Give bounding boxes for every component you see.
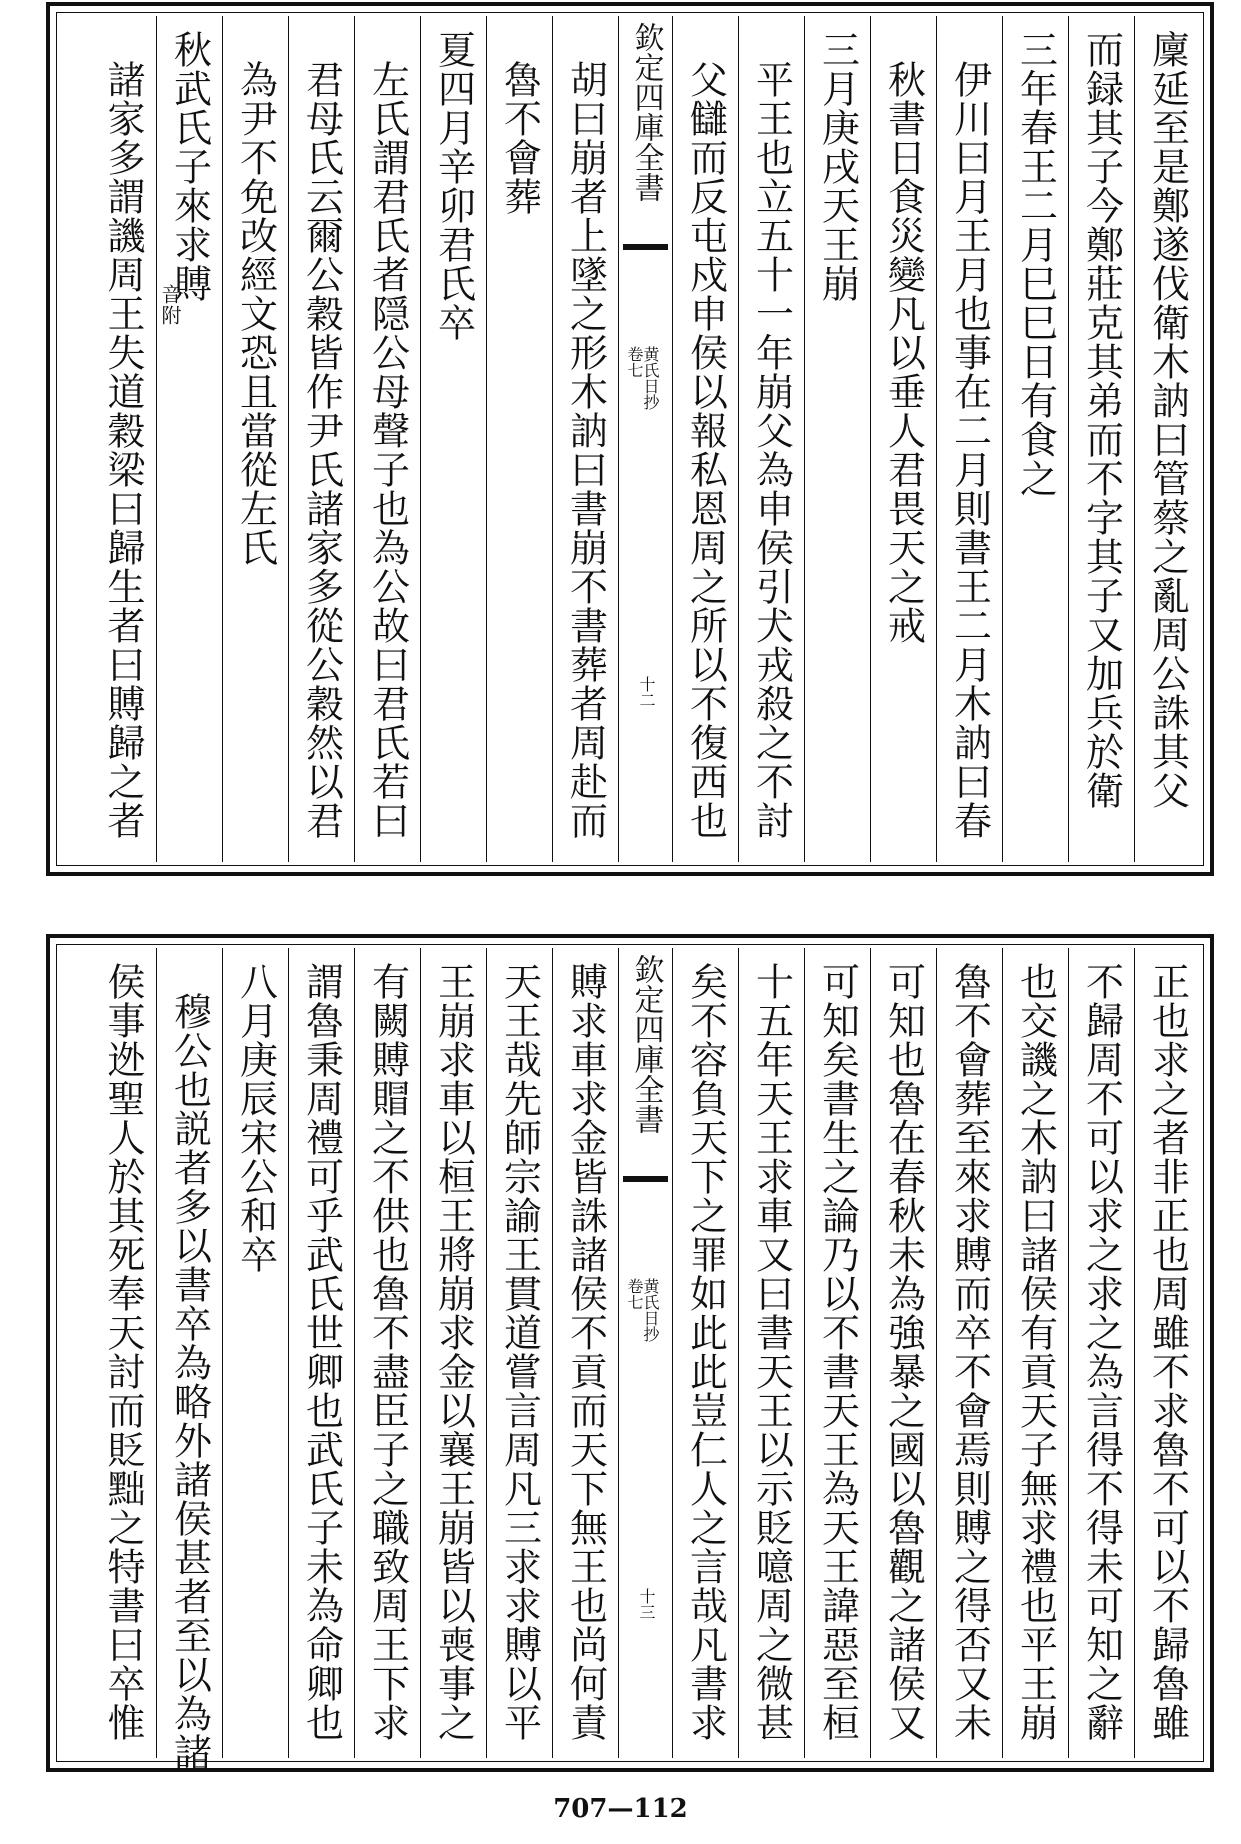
text-column: [552, 16, 618, 862]
column-text: 正也求之者非正也周雖不求魯不可以不歸魯雖: [1145, 962, 1190, 1742]
text-column: [288, 948, 354, 1758]
column-text: 王崩求車以桓王將崩求金以襄王崩皆以喪事之: [431, 962, 476, 1742]
column-text: 左氏謂君氏者隠公母聲子也為公故曰君氏若曰: [365, 60, 410, 840]
column-text: 君母氏云爾公穀皆作尹氏諸家多從公穀然以君: [299, 60, 344, 840]
column-text: 八月庚辰宋公和卒: [233, 962, 278, 1274]
column-text: 秋武氏子來求賻: [167, 30, 212, 303]
column-text: 廩延至是鄭遂伐衛木訥曰管蔡之亂周公誅其父: [1145, 30, 1190, 810]
text-column: [90, 16, 156, 862]
column-text: 三年春王二月巳巳日有食之: [1013, 30, 1058, 498]
text-column: [156, 948, 222, 1772]
collection-title: 欽定四庫全書: [628, 954, 664, 1134]
fish-tail-mark: [623, 244, 668, 250]
text-column: [156, 16, 222, 862]
folio-number: 十二: [637, 676, 656, 708]
text-column: [486, 948, 552, 1758]
column-text: 平王也立五十一年崩父為申侯引犬戎殺之不討: [749, 60, 794, 840]
lower-text-columns: [60, 948, 1200, 1772]
text-column: [1068, 948, 1134, 1758]
column-text: 可知也魯在春秋未為強暴之國以魯觀之諸侯又: [881, 962, 926, 1742]
text-column: [672, 948, 738, 1758]
book-title: 黄氏日抄: [641, 346, 660, 410]
column-text: 為尹不免改經文恐且當從左氏: [233, 60, 278, 567]
column-text: 魯不會葬: [497, 60, 542, 216]
text-column: [936, 16, 1002, 862]
column-text: 伊川曰月王月也事在二月則書王二月木訥曰春: [947, 60, 992, 840]
column-text: 秋書日食災變凡以垂人君畏天之戒: [881, 60, 926, 645]
column-text: 胡曰崩者上墜之形木訥曰書崩不書葬者周赴而: [563, 60, 608, 840]
sound-note: 音附: [158, 284, 182, 326]
text-column: [354, 16, 420, 862]
upper-page: [46, 2, 1214, 876]
text-column: [486, 16, 552, 862]
juan-label: 卷七: [625, 1278, 644, 1310]
text-column: [1068, 16, 1134, 862]
collection-title: 欽定四庫全書: [628, 22, 664, 202]
column-text: 父讎而反屯戍申侯以報私恩周之所以不復西也: [683, 60, 728, 840]
folio-number: 十三: [637, 1588, 656, 1620]
column-text: 而録其子今鄭莊克其弟而不字其子又加兵於衛: [1079, 30, 1124, 810]
text-column: [1002, 16, 1068, 862]
column-text: 魯不會葬至來求賻而卒不會焉則賻之得否又未: [947, 962, 992, 1742]
column-text: 天王哉先師宗諭王貫道嘗言周凡三求求賻以平: [497, 962, 542, 1742]
juan-label: 卷七: [625, 346, 644, 378]
text-column: [90, 948, 156, 1758]
text-column: [222, 948, 288, 1758]
column-text: 不歸周不可以求之求之為言得不得未可知之辭: [1079, 962, 1124, 1742]
column-text: 可知矣書生之論乃以不書天王為天王諱惡至桓: [815, 962, 860, 1742]
text-column: [288, 16, 354, 862]
fish-tail-mark: [623, 1176, 668, 1182]
column-text: 諸家多謂譏周王失道穀梁曰歸生者曰賻歸之者: [101, 60, 145, 840]
text-column: [870, 16, 936, 862]
text-column: [420, 948, 486, 1758]
upper-text-columns: [60, 16, 1200, 862]
page-number: 707—112: [553, 1794, 688, 1824]
text-column: [870, 948, 936, 1758]
center-banner: [618, 948, 672, 1758]
text-column: [1002, 948, 1068, 1758]
column-text: 矣不容負天下之罪如此此豈仁人之言哉凡書求: [683, 962, 728, 1742]
text-column: [420, 16, 486, 862]
text-column: [672, 16, 738, 862]
lower-page: [46, 934, 1214, 1772]
column-text: 夏四月辛卯君氏卒: [431, 30, 476, 342]
text-column: [804, 16, 870, 862]
column-text: 侯事迯聖人於其死奉天討而貶黜之特書曰卒惟: [101, 962, 145, 1742]
column-text: 三月庚戌天王崩: [815, 30, 860, 303]
text-column: [936, 948, 1002, 1758]
text-column: [354, 948, 420, 1758]
text-column: [552, 948, 618, 1758]
column-text: 賻求車求金皆誅諸侯不貢而天下無王也尚何責: [563, 962, 608, 1742]
column-text: 穆公也説者多以書卒為略外諸侯甚者至以為諸: [167, 992, 212, 1772]
text-column: [738, 16, 804, 862]
column-text: 十五年天王求車又曰書天王以示貶噫周之微甚: [749, 962, 794, 1742]
book-title: 黄氏日抄: [641, 1278, 660, 1342]
column-text: 謂魯秉周禮可乎武氏世卿也武氏子未為命卿也: [299, 962, 344, 1742]
text-column: [1134, 16, 1200, 862]
center-banner: [618, 16, 672, 862]
text-column: [222, 16, 288, 862]
text-column: [804, 948, 870, 1758]
text-column: [1134, 948, 1200, 1758]
text-column: [738, 948, 804, 1758]
column-text: 有闕賻賵之不供也魯不盡臣子之職致周王下求: [365, 962, 410, 1742]
column-text: 也交譏之木訥曰諸侯有貢天子無求禮也平王崩: [1013, 962, 1058, 1742]
